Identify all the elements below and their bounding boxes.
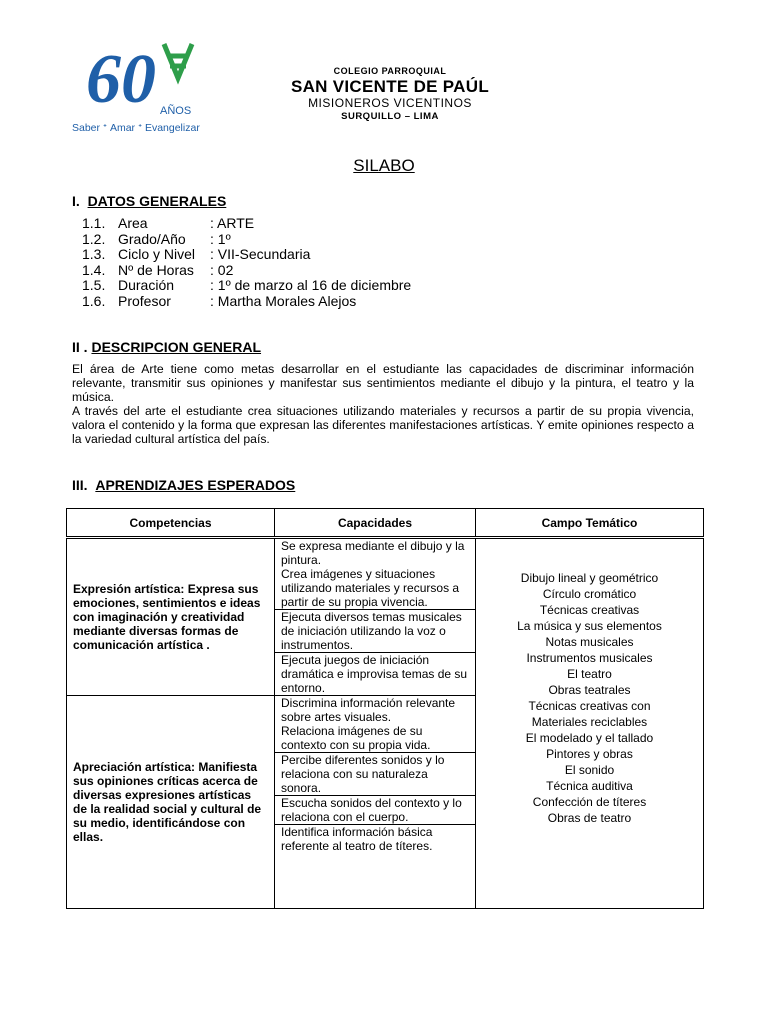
list-item: Círculo cromático (542, 587, 637, 601)
list-item: 1.3. Ciclo y Nivel : VII-Secundaria (82, 246, 311, 262)
list-item: Instrumentos musicales (526, 651, 653, 665)
school-logo (68, 38, 218, 138)
section-number: III. (72, 477, 88, 493)
school-motto: Saber ᐩ Amar ᐩ Evangelizar (72, 122, 200, 134)
list-item: La música y sus elementos (517, 619, 662, 633)
list-item: Técnicas creativas (539, 603, 640, 617)
list-item: Dibujo lineal y geométrico (520, 571, 659, 585)
aprendizajes-table (66, 508, 704, 909)
logo-60-emblem (86, 38, 196, 122)
list-item: Pintores y obras (546, 747, 633, 761)
section-number: II . (72, 339, 88, 355)
column-header: Competencias (67, 509, 275, 538)
list-item: El sonido (564, 763, 615, 777)
list-item: El modelado y el tallado (525, 731, 654, 745)
competencia-cell: Expresión artística: Expresa sus emociones, sentimientos e ideas con imaginación y creatividad mediante diversas formas de comunicación artística . (67, 538, 275, 696)
capacidad-item: Ejecuta juegos de iniciación dramática e improvisa temas de su entorno. (281, 653, 468, 695)
datos-generales-list (82, 216, 411, 309)
description-paragraph-1: El área de Arte tiene como metas desarrollar en el estudiante las capacidades de discriminar información relevante, transmitir sus opiniones y manifestar sus sentimientos mediante el dibujo y la pintura, el teatro y la música. (72, 362, 694, 404)
capacidades-cell (275, 696, 476, 909)
school-line2: SAN VICENTE DE PAÚL (290, 77, 490, 96)
column-header: Capacidades (275, 509, 476, 538)
table-row (67, 538, 704, 696)
section-heading-descripcion (72, 339, 261, 355)
school-line3: MISIONEROS VICENTINOS (308, 96, 472, 110)
list-item: Obras teatrales (548, 683, 631, 697)
capacidad-item: Discrimina información relevante sobre artes visuales. Relaciona imágenes de su contexto con su propia vida. (275, 696, 475, 753)
capacidad-item: Ejecuta diversos temas musicales de iniciación utilizando la voz o instrumentos. (275, 610, 475, 653)
school-name-block (270, 66, 510, 122)
list-item: Notas musicales (545, 635, 634, 649)
list-item: 1.6. Profesor : Martha Morales Alejos (82, 292, 357, 309)
list-item: Técnica auditiva (546, 779, 633, 793)
column-header: Campo Temático (476, 509, 704, 538)
competencia-cell: Apreciación artística: Manifiesta sus opiniones críticas acerca de diversas expresiones artísticas de la realidad social y cultural de su medio, identificándose con ellas. (67, 696, 275, 909)
section-title: DESCRIPCION GENERAL (91, 339, 262, 355)
list-item: 1.4. Nº de Horas : 02 (82, 261, 234, 278)
description-paragraph-2: A través del arte el estudiante crea situaciones utilizando materiales y recursos a partir de su propia vivencia, valora el contenido y la forma que expresan las diferentes manifestaciones artísticas. Y emite opiniones respecto a la variedad cultural artística del país. (72, 404, 694, 446)
section-title: DATOS GENERALES (87, 193, 227, 209)
capacidad-item: Escucha sonidos del contexto y lo relaciona con el cuerpo. (275, 796, 475, 825)
document-title: SILABO (353, 156, 415, 175)
capacidad-item: Percibe diferentes sonidos y lo relaciona con su naturaleza sonora. (275, 753, 475, 796)
list-item: El teatro (567, 667, 612, 681)
list-item: Obras de teatro (547, 811, 632, 825)
v-emblem-icon (164, 44, 192, 78)
capacidad-item: Identifica información básica referente al teatro de títeres. (281, 825, 433, 853)
logo-number: 60 (86, 41, 156, 118)
section-number: I. (72, 193, 80, 209)
table-header-row (67, 509, 704, 538)
school-line4: SURQUILLO – LIMA (341, 111, 439, 122)
campo-tematico-cell (476, 538, 704, 909)
logo-years: AÑOS (160, 105, 192, 117)
list-item: Confección de títeres (532, 795, 647, 809)
list-item: Materiales reciclables (531, 715, 648, 729)
list-item: 1.5. Duración : 1º de marzo al 16 de diciembre (82, 277, 412, 293)
list-item: Técnicas creativas con (528, 699, 651, 713)
school-line1: COLEGIO PARROQUIAL (333, 66, 447, 76)
capacidad-item: Se expresa mediante el dibujo y la pintura. Crea imágenes y situaciones utilizando materiales y recursos a partir de su propia vivencia. (275, 539, 475, 610)
section-heading-aprendizajes (72, 477, 295, 493)
list-item: 1.1. Area : ARTE (82, 215, 255, 231)
list-item: 1.2. Grado/Año : 1º (82, 230, 231, 247)
capacidades-cell (275, 538, 476, 696)
section-heading-datos (72, 193, 226, 209)
section-title: APRENDIZAJES ESPERADOS (95, 477, 296, 493)
